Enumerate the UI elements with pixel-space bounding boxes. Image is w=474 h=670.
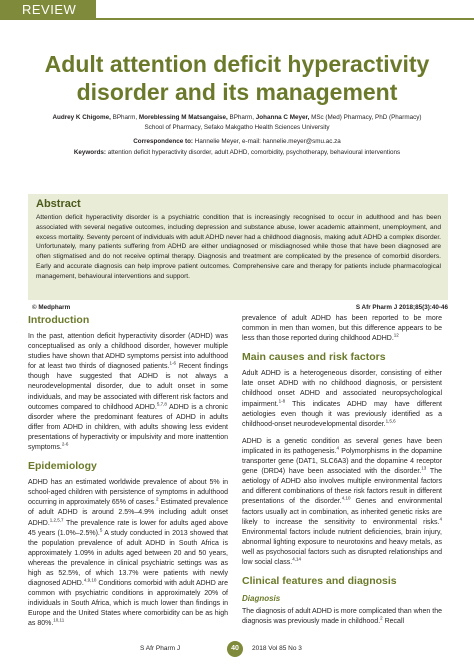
- section-header-bar: [0, 0, 474, 20]
- intro-text-2: Recent findings though have suggested that ADHD is not always a neurodevelopmental disorder, due to adult onset in some individuals, and may be associated with different risk factors and outcomes compared to childhood ADHD.: [28, 363, 228, 411]
- keywords-label: Keywords:: [73, 149, 107, 156]
- introduction-heading: Introduction: [28, 314, 90, 326]
- ref: 1,2,5,7: [49, 517, 64, 523]
- author-3-name: Johanna C Meyer,: [255, 114, 310, 121]
- epidemiology-heading: Epidemiology: [28, 460, 97, 473]
- diag-text-1: The diagnosis of adult ADHD is more complicated than when the diagnosis was previously made in childhood.: [242, 608, 442, 626]
- author-3-degree: MSc (Med) Pharmacy, PhD (Pharmacy): [309, 114, 422, 121]
- causes-paragraph-2: [242, 437, 442, 568]
- causes-text-1: Adult ADHD is a heterogeneous disorder, consisting of either late onset ADHD with no childhood diagnosis, or persistent childhood onset ADHD and associated neuropsychological impairment.: [242, 370, 442, 408]
- causes-text-5: The aetiology of ADHD also involves multiple environmental factors and different combinations of these risk factors result in different presentations of the disorder.: [242, 468, 442, 506]
- causes-paragraph-1: [242, 369, 442, 430]
- header-rule: [96, 18, 474, 20]
- ref: 4,10: [341, 496, 351, 502]
- author-2-name: Moreblessing M Matsangaise,: [138, 114, 228, 121]
- journal-name: S Afr Pharm J: [140, 645, 181, 652]
- right-column: [242, 314, 442, 634]
- affiliation: School of Pharmacy, Sefako Makgatho Health Sciences University: [144, 124, 330, 131]
- ref: 13: [421, 465, 427, 471]
- ref: 1-8: [278, 398, 286, 404]
- author-line: [20, 113, 454, 123]
- continuation-paragraph: [242, 314, 442, 344]
- causes-heading: Main causes and risk factors: [242, 351, 386, 364]
- abstract-box: [28, 194, 448, 300]
- correspondence: [20, 137, 454, 147]
- ref: 12: [393, 332, 399, 338]
- article-title: Adult attention deficit hyperactivity disorder and its management: [44, 51, 430, 105]
- causes-text-4: Polymorphisms in the dopamine transporter gene (DAT1, SLC6A3) and the dopamine 4 receptor gene (DRD4) have been associated with the disorder.: [242, 447, 442, 476]
- ref: 2-6: [61, 441, 69, 447]
- clinical-heading: Clinical features and diagnosis: [242, 575, 397, 588]
- page-footer: [0, 640, 474, 660]
- author-2-degree: BPharm,: [227, 114, 256, 121]
- ref: 1-6: [169, 360, 176, 366]
- left-column: [28, 314, 228, 637]
- epi-text-1: ADHD has an estimated worldwide prevalence of about 5% in school-aged children with persistence of symptoms in adulthood occurring in approximately 65% of cases.: [28, 479, 228, 507]
- author-block: [20, 113, 454, 147]
- ref: 1,5,6: [385, 418, 396, 424]
- diagnosis-subheading: Diagnosis: [242, 594, 281, 604]
- ref: 10,11: [53, 618, 65, 624]
- ref: 2: [380, 615, 383, 621]
- diagnosis-paragraph: [242, 607, 442, 627]
- correspondence-text: Hannelie Meyer, e-mail: hannelie.meyer@smu.ac.za: [193, 138, 341, 145]
- ref: 4: [439, 516, 442, 522]
- ref: 5,7,8: [156, 401, 167, 407]
- intro-paragraph: [28, 332, 228, 453]
- epi-text-2: Estimated prevalence of adult ADHD is around 2.5%–4.9% including adult onset ADHD.: [28, 499, 228, 527]
- keywords: [20, 149, 454, 156]
- abstract-body: Attention deficit hyperactivity disorder is a psychiatric condition that is increasingly recognised to occur in adulthood and has been associated with several negative outcomes, including depression and substance abuse, lower academic attainment, unemployment, and excess mortality. Seventy percent of individuals with adult ADHD never had a childhood diagnosis, making adult ADHD a complex disorder. Unfortunately, many patients suffering from ADHD are either undiagnosed or misdiagnosed while those that have been diagnosed are often stigmatised and do not receive optimal therapy. Diagnosis and treatment are complicated by the presence of comorbid disorders. Early and accurate diagnosis can help improve patient outcomes. Comprehensive care and therapy for patients include pharmacological management, behavioural interventions and support.: [36, 214, 441, 280]
- ref: 2: [156, 496, 159, 502]
- section-tab: [0, 0, 96, 20]
- epi-text-3: The prevalence rate is lower for adults aged above 45 years (1.0%–2.5%).: [28, 519, 228, 537]
- causes-text-3: ADHD is a genetic condition as several genes have been implicated in its pathogenesis.: [242, 437, 442, 455]
- ref: 4,14: [292, 556, 301, 562]
- cont-text: prevalence of adult ADHD has been reported to be more common in men than women, but this difference appears to be less than those reported during childhood ADHD.: [242, 315, 442, 343]
- intro-text-3: ADHD is a chronic disorder where the predominant features of ADHD in adults differ from ADHD in children, with adults showing less evident presentations of hyperactivity or impulsivity and more inattention symptoms.: [28, 403, 228, 452]
- citation: S Afr Pharm J 2018;85(3):40-46: [355, 304, 448, 311]
- epi-text-4: A study conducted in 2013 showed that the population prevalence of adult ADHD in South Africa is approximately 1.09% in adults aged between 20 and 50 years, whereas the prevalence in clinical psychiatric settings was as high as 52.5%, of which 13.7% were patients with newly diagnosed ADHD.: [28, 529, 229, 588]
- causes-text-2: This indicates ADHD may have different aetiologies even though it was previously identified as a childhood-onset neurodevelopmental disorder.: [242, 400, 442, 428]
- page-number: 40: [227, 641, 243, 657]
- section-label: REVIEW: [22, 2, 77, 17]
- epi-text-5: Conditions comorbid with adult ADHD are common with psychiatric conditions in approximately 20% of individuals in South Africa, which is much lower than findings in Europe and the United States where comorbidity can be as high as 80%.: [28, 580, 228, 628]
- epidemiology-paragraph: [28, 478, 228, 629]
- volume-info: 2018 Vol 85 No 3: [252, 645, 302, 652]
- copyright: © Medpharm: [32, 304, 71, 311]
- ref: 4: [336, 445, 339, 451]
- ref: 5: [99, 527, 103, 533]
- abstract-heading: Abstract: [36, 198, 81, 210]
- keywords-text: attention deficit hyperactivity disorder, adult ADHD, comorbidity, psychotherapy, behavioural interventions: [106, 149, 401, 156]
- ref: 4,9,10: [83, 577, 97, 583]
- author-1-name: Audrey K Chigome,: [52, 114, 111, 121]
- causes-text-7: Environmental factors include nutrient deficiencies, brain injury, abnormal lighting exposure to neurotoxins and heavy metals, as well as psychosocial factors such as disrupted relationships and low social class.: [242, 528, 442, 566]
- causes-text-6: Genes and environmental factors usually act in combination, as inherited genetic risks are likely to increase the sensitivity to environmental risks.: [242, 498, 442, 526]
- author-1-degree: BPharm,: [110, 114, 139, 121]
- correspondence-label: Correspondence to:: [133, 138, 194, 145]
- intro-text-1: In the past, attention deficit hyperactivity disorder (ADHD) was conceptualised as only a childhood disorder, however multiple studies have shown that ADHD symptoms persist into adulthood for at least two thirds of diagnosed patients.: [28, 333, 228, 371]
- abstract-footer: [28, 304, 448, 314]
- diag-text-2: Recall: [382, 618, 405, 626]
